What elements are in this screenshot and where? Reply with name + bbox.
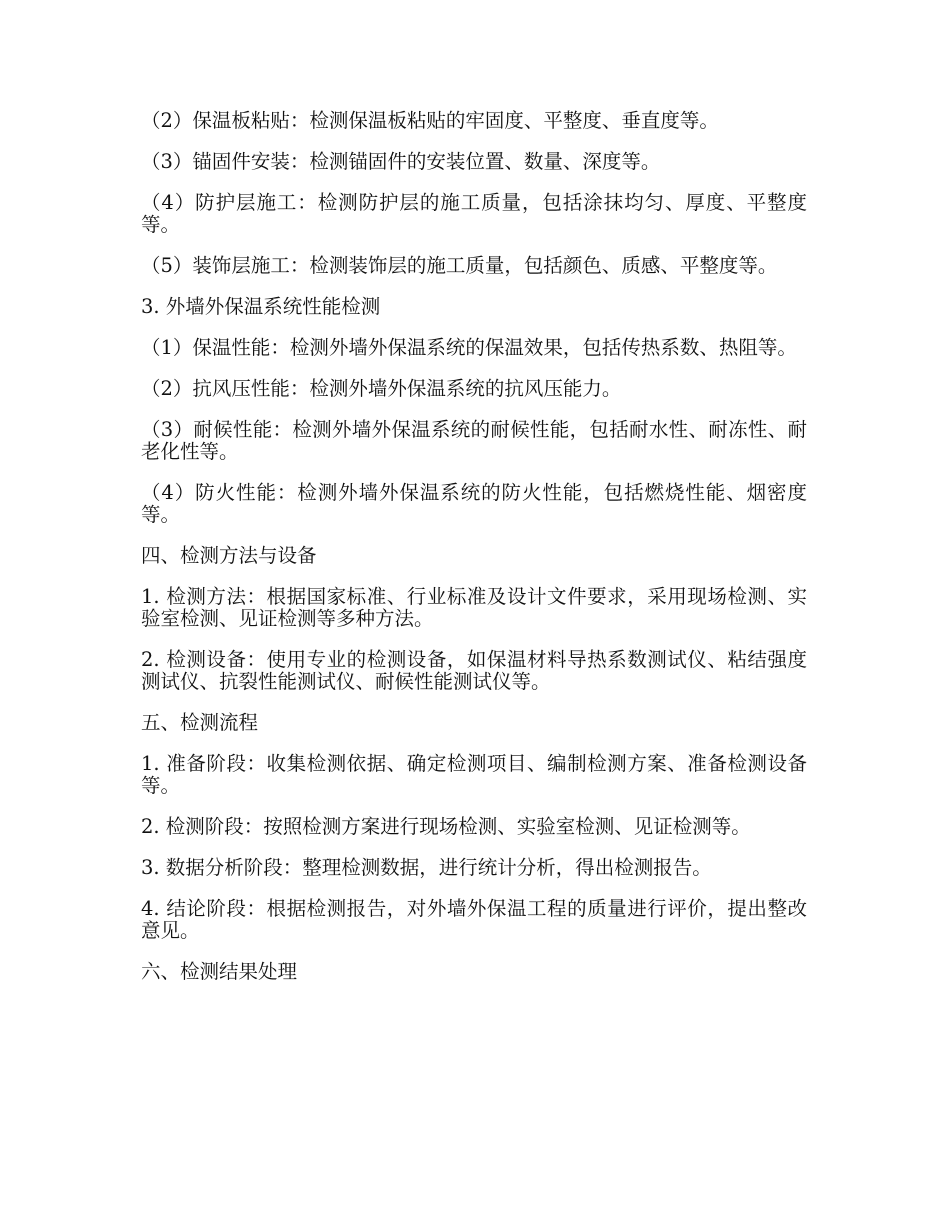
document-page	[141, 110, 807, 1002]
paragraph-preparation-stage: 1. 准备阶段：收集检测依据、确定检测项目、编制检测方案、准备检测设备等。	[141, 752, 807, 797]
paragraph-decorative-layer: （5）装饰层施工：检测装饰层的施工质量，包括颜色、质感、平整度等。	[141, 254, 778, 277]
paragraph-protective-layer: （4）防护层施工：检测防护层的施工质量，包括涂抹均匀、厚度、平整度等。	[141, 191, 807, 236]
paragraph-insulation-board-bonding: （2）保温板粘贴：检测保温板粘贴的牢固度、平整度、垂直度等。	[141, 109, 719, 132]
paragraph-conclusion-stage: 4. 结论阶段：根据检测报告，对外墙外保温工程的质量进行评价，提出整改意见。	[141, 897, 807, 942]
paragraph-anchor-installation: （3）锚固件安装：检测锚固件的安装位置、数量、深度等。	[141, 150, 661, 173]
paragraph-weather-resistance: （3）耐候性能：检测外墙外保温系统的耐候性能，包括耐水性、耐冻性、耐老化性等。	[141, 418, 807, 463]
heading-testing-process: 五、检测流程	[141, 711, 259, 734]
paragraph-wind-pressure-performance: （2）抗风压性能：检测外墙外保温系统的抗风压能力。	[141, 377, 622, 400]
paragraph-insulation-performance: （1）保温性能：检测外墙外保温系统的保温效果，包括传热系数、热阻等。	[141, 336, 797, 359]
paragraph-testing-stage: 2. 检测阶段：按照检测方案进行现场检测、实验室检测、见证检测等。	[141, 815, 751, 838]
heading-methods-and-equipment: 四、检测方法与设备	[141, 544, 317, 567]
paragraph-data-analysis-stage: 3. 数据分析阶段：整理检测数据，进行统计分析，得出检测报告。	[141, 856, 712, 879]
heading-system-performance-testing: 3. 外墙外保温系统性能检测	[141, 295, 381, 318]
paragraph-testing-methods: 1. 检测方法：根据国家标准、行业标准及设计文件要求，采用现场检测、实验室检测、见证检测等多种方法。	[141, 585, 807, 630]
heading-result-handling: 六、检测结果处理	[141, 960, 298, 983]
paragraph-testing-equipment: 2. 检测设备：使用专业的检测设备，如保温材料导热系数测试仪、粘结强度测试仪、抗裂性能测试仪、耐候性能测试仪等。	[141, 648, 807, 693]
paragraph-fire-performance: （4）防火性能：检测外墙外保温系统的防火性能，包括燃烧性能、烟密度等。	[141, 481, 807, 526]
